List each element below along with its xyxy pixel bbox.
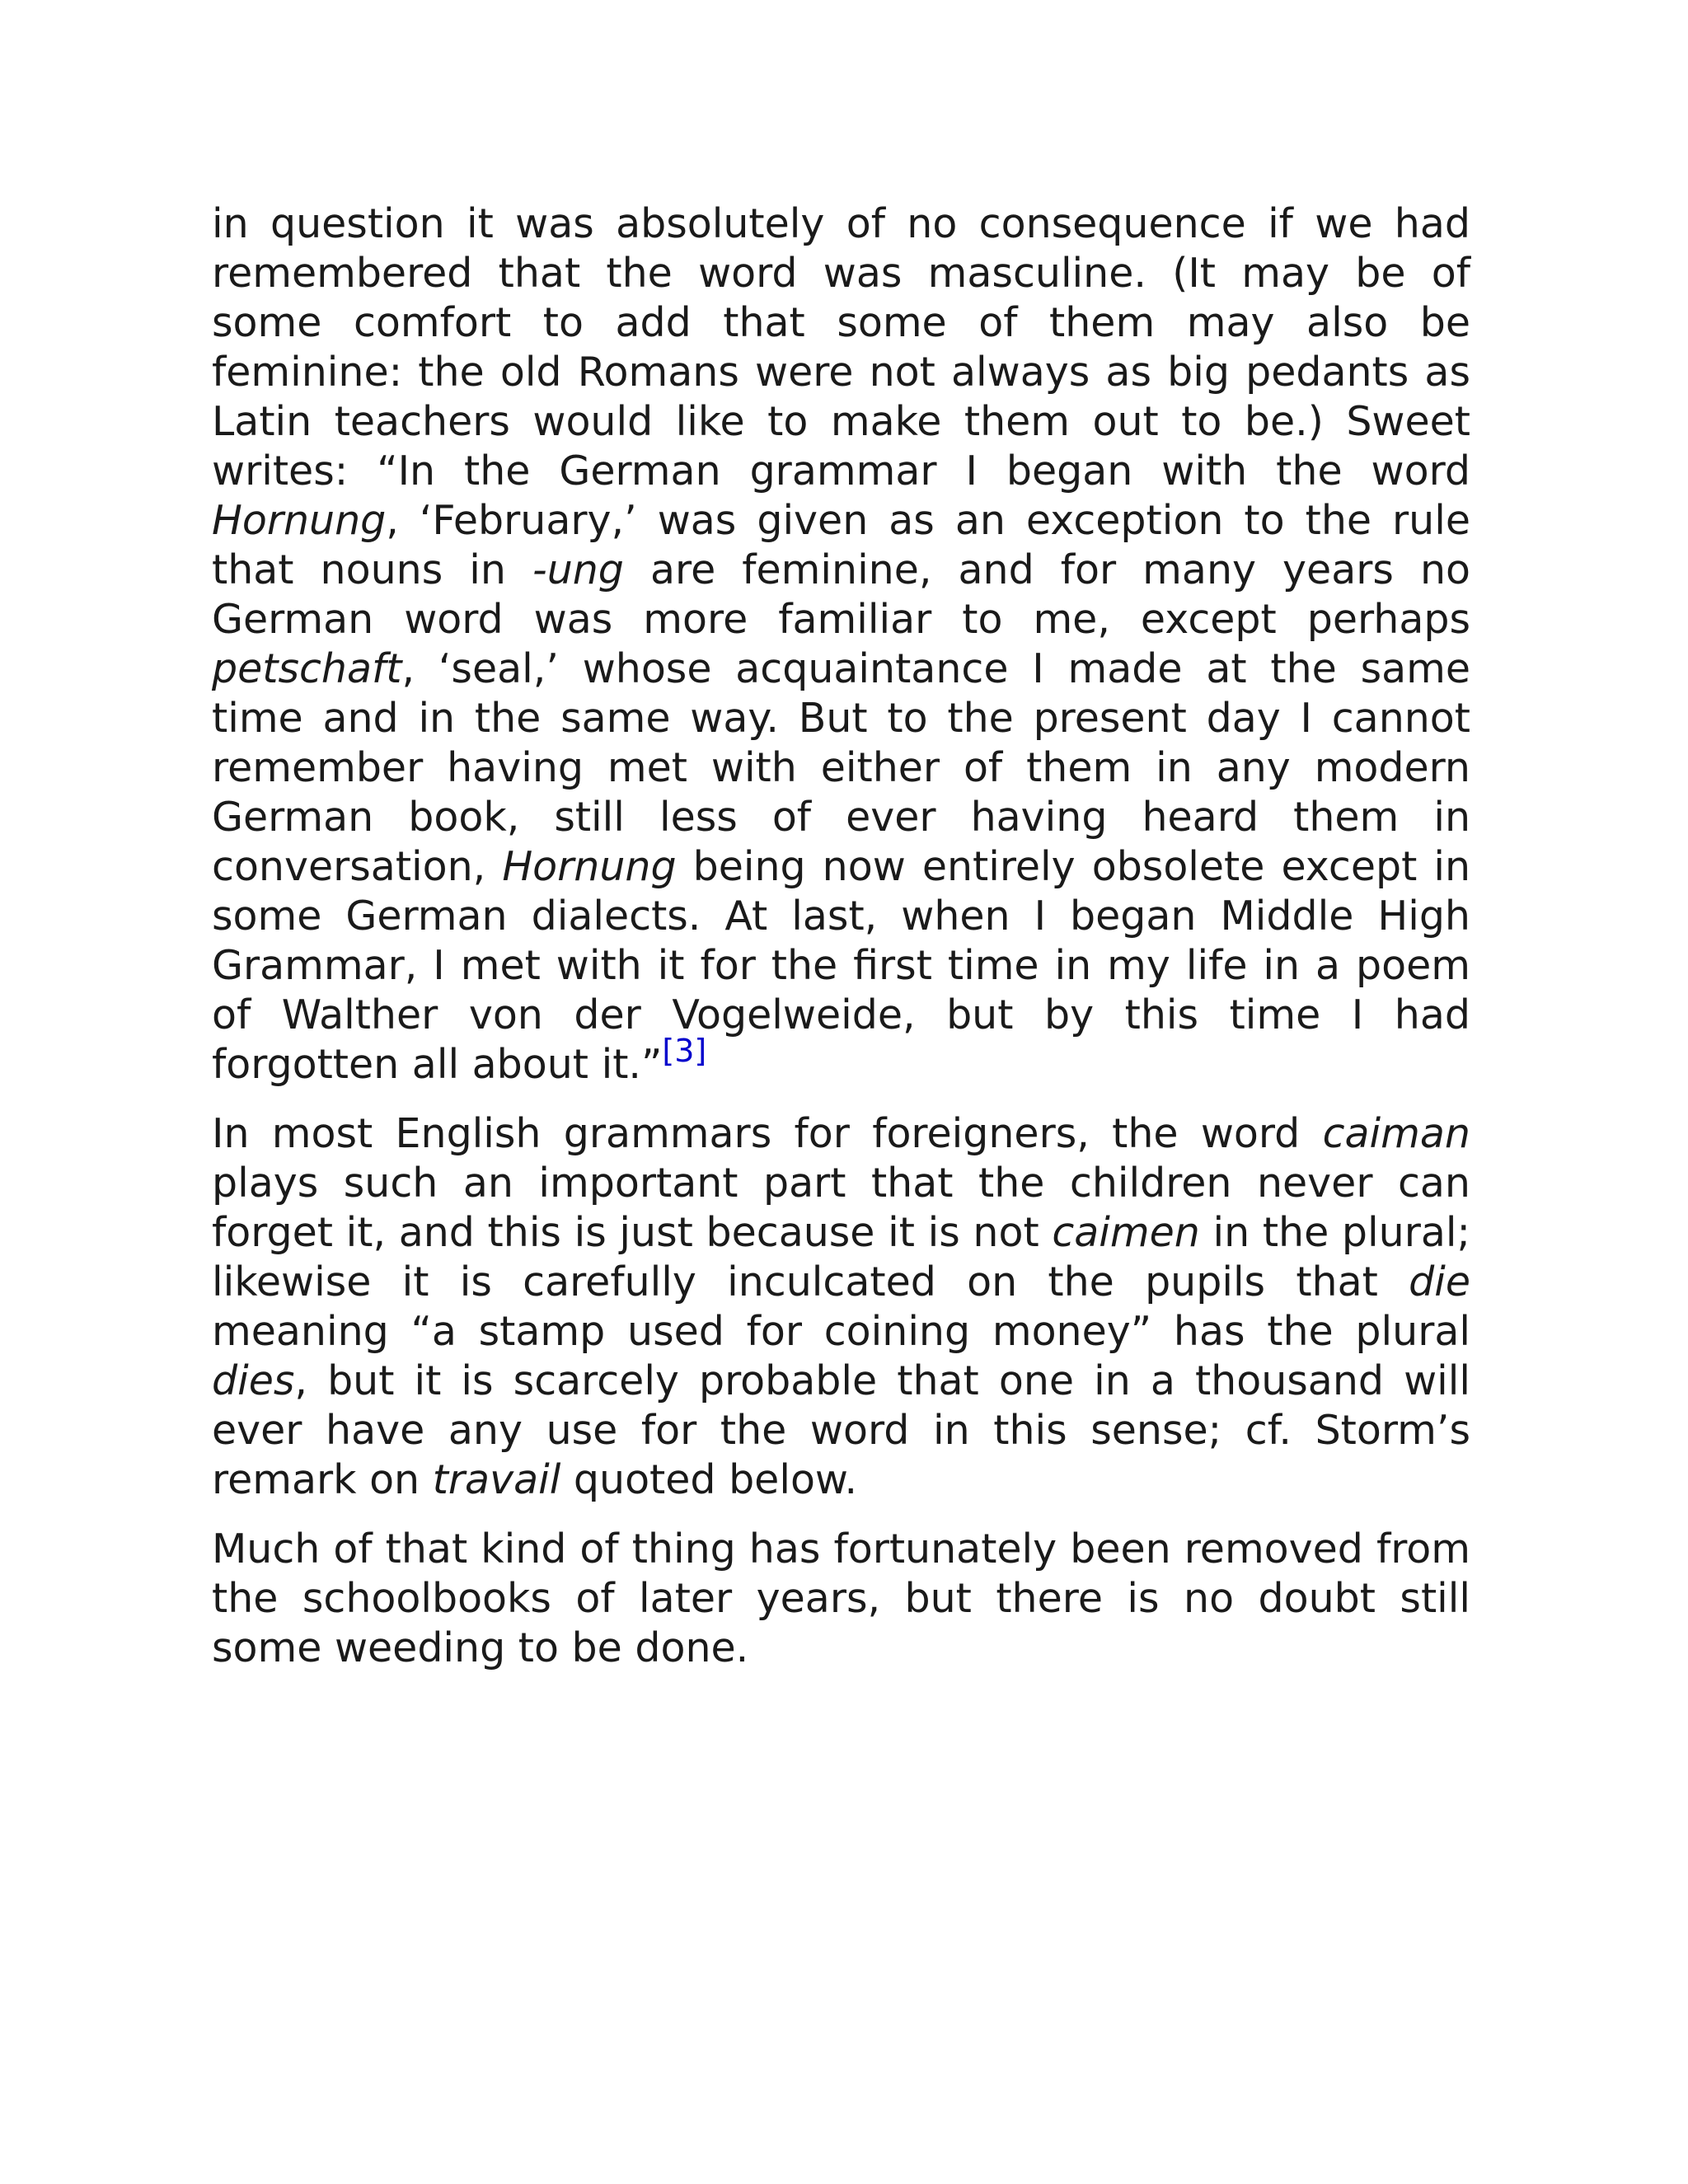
italic-term-dies: dies (212, 1357, 295, 1404)
text-run: In most English grammars for foreigners, the word (212, 1110, 1323, 1157)
text-run: being now entirely obsolete except in some German dialects. At last, when I began Middle High Grammar, I met with it for the first time in my life in a poem of Walther von der Vogelweide, but by this time I had forgotten all about it.” (212, 843, 1470, 1088)
text-run: in the plural; likewise it is carefully inculcated on the pupils that (212, 1209, 1470, 1305)
italic-term-hornung: Hornung (212, 497, 387, 544)
text-run: meaning “a stamp used for coining money” has the plural (212, 1308, 1470, 1355)
text-run: Much of that kind of thing has fortunately been removed from the schoolbooks of later years, but there is no doubt still some weeding to be done. (212, 1526, 1470, 1671)
text-run: , ‘February,’ was given as an exception to the rule that nouns in (212, 497, 1470, 593)
italic-term-ung: -ung (532, 546, 624, 593)
text-run: are feminine, and for many years no German word was more familiar to me, except perhaps (212, 546, 1470, 643)
text-run: , but it is scarcely probable that one in a thousand will ever have any use for the word in this sense; cf. Storm’s remark on (212, 1357, 1470, 1503)
italic-term-travail: travail (432, 1456, 561, 1503)
document-page (212, 199, 1470, 1673)
text-run: , ‘seal,’ whose acquaintance I made at the same time and in the same way. But to the present day I cannot remember having met with either of them in any modern German book, still less of ever having heard them in conversation, (212, 645, 1470, 890)
italic-term-hornung: Hornung (502, 843, 677, 890)
italic-term-die: die (1409, 1258, 1470, 1305)
italic-term-caimen: caimen (1052, 1209, 1200, 1256)
paragraph-1 (212, 199, 1470, 1090)
footnote-link-3[interactable]: [3] (662, 1033, 707, 1069)
paragraph-3 (212, 1525, 1470, 1673)
paragraph-2 (212, 1109, 1470, 1505)
text-run: quoted below. (560, 1456, 858, 1503)
text-run: in question it was absolutely of no consequence if we had remembered that the word was masculine. (It may be of some comfort to add that some of them may also be feminine: the old Romans were not always as big pedants as Latin teachers would like to make them out to be.) Sweet writes: “In the German grammar I began with the word (212, 200, 1470, 494)
italic-term-caiman: caiman (1322, 1110, 1470, 1157)
text-run: plays such an important part that the children never can forget it, and this is just because it is not (212, 1160, 1470, 1256)
italic-term-petschaft: petschaft (212, 645, 402, 692)
